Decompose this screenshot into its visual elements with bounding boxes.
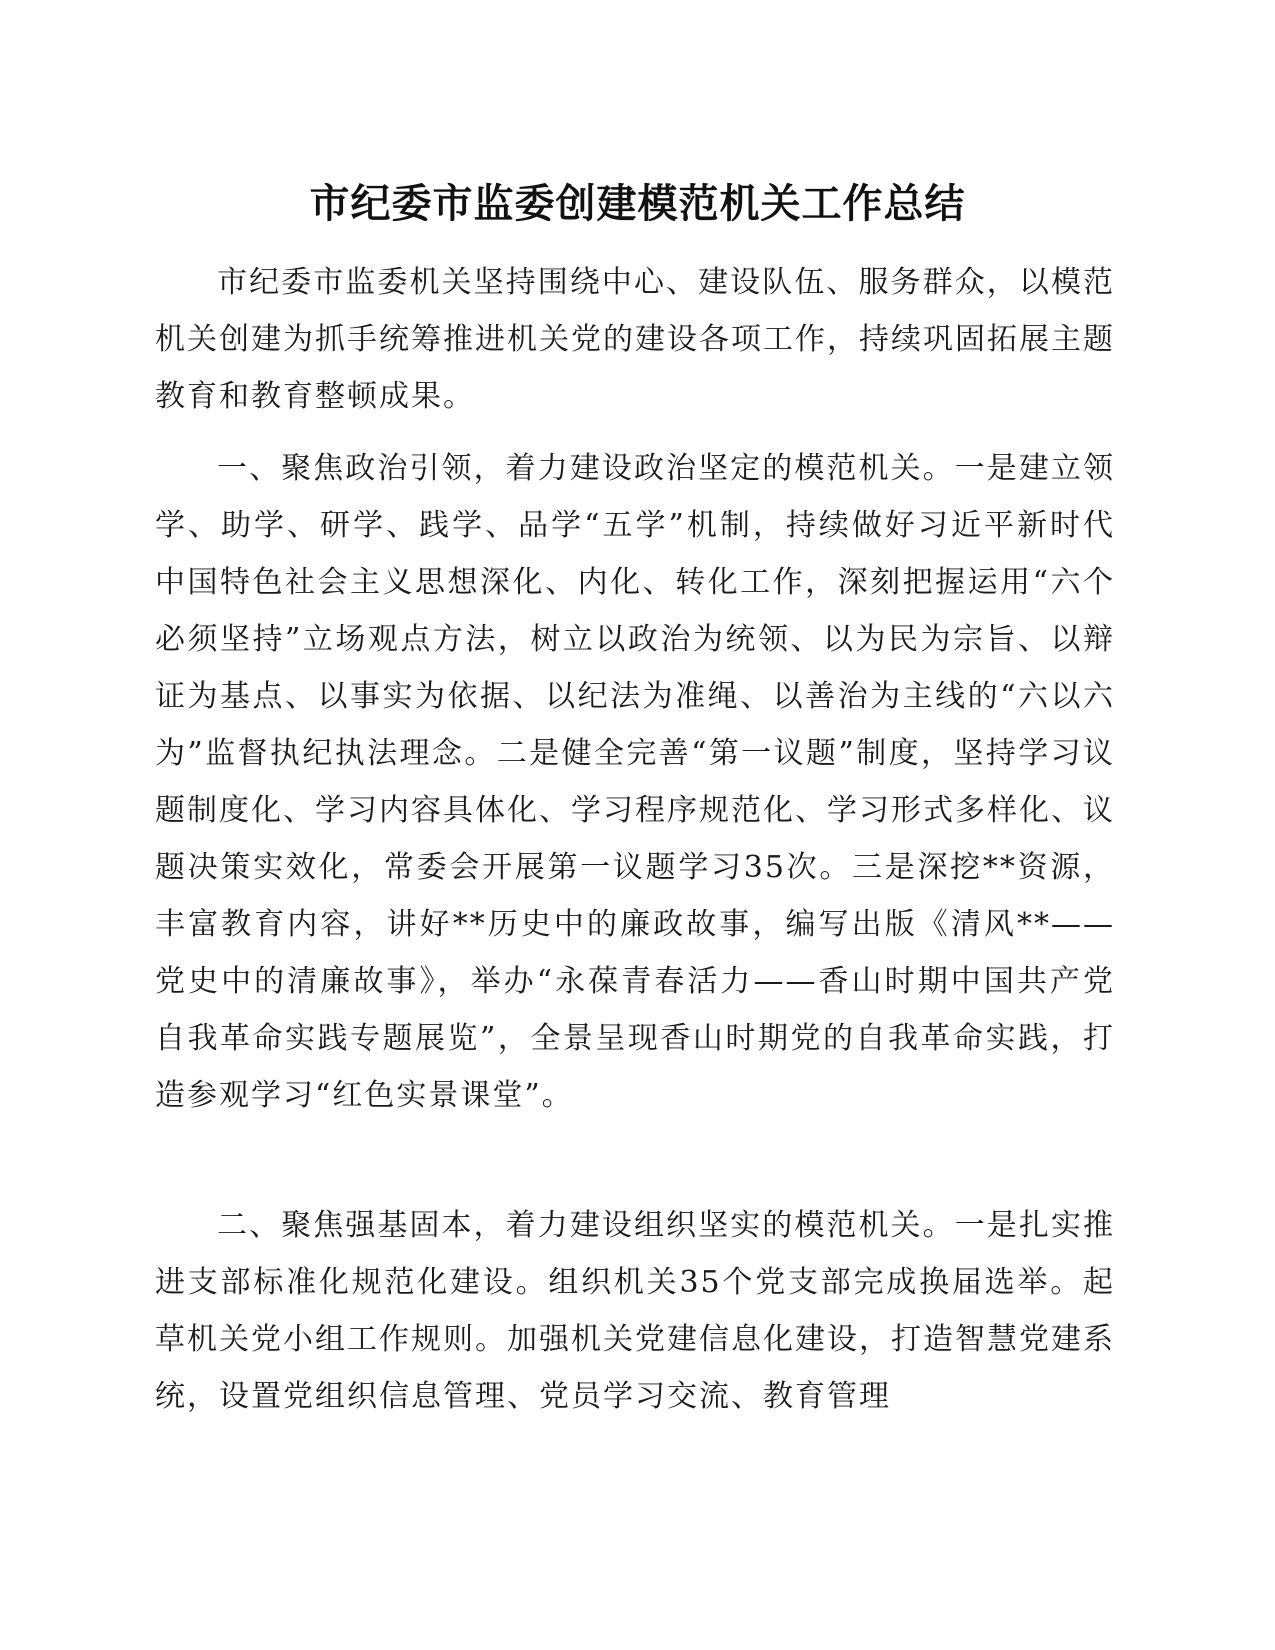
document-title: 市纪委市监委创建模范机关工作总结 bbox=[309, 181, 966, 227]
paragraph-section-one: 一、聚焦政治引领，着力建设政治坚定的模范机关。一是建立领学、助学、研学、践学、品学“五学”机制，持续做好习近平新时代中国特色社会主义思想深化、内化、转化工作，深刻把握运用“六个必须坚持”立场观点方法，树立以政治为统领、以为民为宗旨、以辩证为基点、以事实为依据、以纪法为准绳、以善治为主线的“六以六为”监督执纪执法理念。二是健全完善“第一议题”制度，坚持学习议题制度化、学习内容具体化、学习程序规范化、学习形式多样化、议题决策实效化，常委会开展第一议题学习35次。三是深挖**资源，丰富教育内容，讲好**历史中的廉政故事，编写出版《清风**——党史中的清廉故事》，举办“永葆青春活力——香山时期中国共产党自我革命实践专题展览”，全景呈现香山时期党的自我革命实践，打造参观学习“红色实景课堂”。 bbox=[155, 451, 1115, 1113]
paragraph-section-two: 二、聚焦强基固本，着力建设组织坚实的模范机关。一是扎实推进支部标准化规范化建设。组织机关35个党支部完成换届选举。起草机关党小组工作规则。加强机关党建信息化建设，打造智慧党建系统，设置党组织信息管理、党员学习交流、教育管理 bbox=[155, 1208, 1115, 1414]
paragraph-intro: 市纪委市监委机关坚持围绕中心、建设队伍、服务群众，以模范机关创建为抓手统筹推进机关党的建设各项工作，持续巩固拓展主题教育和教育整顿成果。 bbox=[155, 265, 1115, 414]
